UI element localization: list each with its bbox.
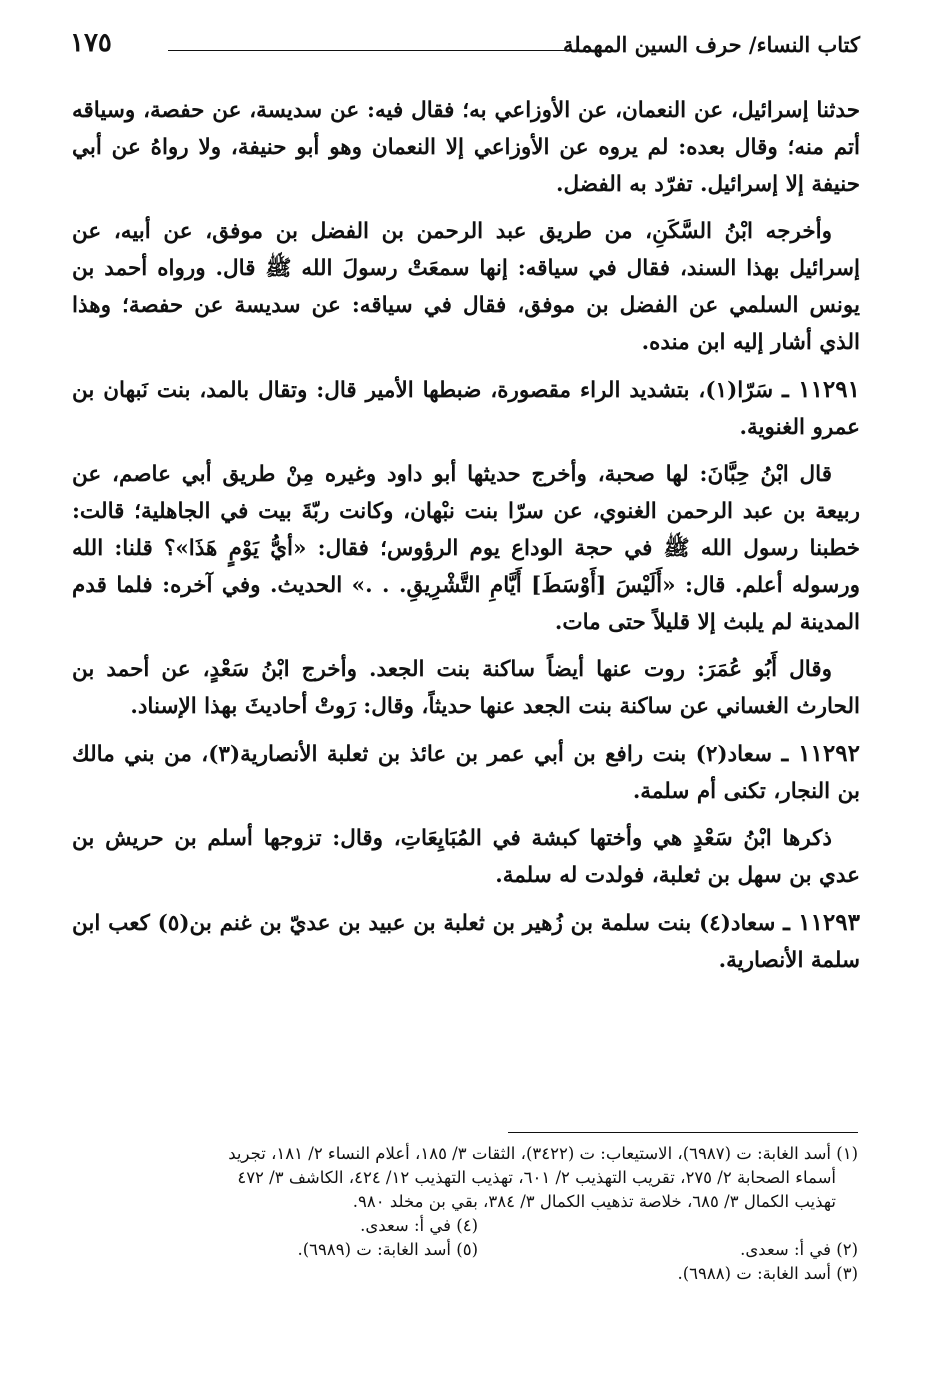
running-title: كتاب النساء/ حرف السين المهملة bbox=[562, 32, 860, 57]
header-rule bbox=[168, 50, 590, 51]
footnote-rule bbox=[508, 1132, 858, 1133]
footnote-4: (٤) في أ: سعدى. bbox=[360, 1216, 478, 1235]
footnote-column bbox=[238, 1214, 478, 1286]
footnote-column bbox=[618, 1214, 858, 1286]
paragraph-4: قال ابْنُ حِبَّانَ: لها صحبة، وأخرج حديثها أبو داود وغيره مِنْ طريق أبي عاصم، عن ربيعة بن عبد الرحمن الغنوي، عن سرّا بنت نبْهان، وكانت ربّةَ بيت في الجاهلية؛ قالت: خطبنا رسول الله ﷺ في حجة الوداع يوم الرؤوس؛ فقال: «أيُّ يَوْمٍ هَذَا»؟ قلنا: الله ورسوله أعلم. قال: «أَلَيْسَ [أَوْسَطَ] أَيَّامِ التَّشْرِيقِ. . .» الحديث. وفي آخره: فلما قدم المدينة لم يلبث إلا قليلاً حتى مات. bbox=[72, 462, 860, 635]
footnote-5: (٥) أسد الغابة: ت (٦٩٨٩). bbox=[297, 1240, 478, 1259]
page-number: ١٧٥ bbox=[70, 28, 112, 58]
footnote-1-cont: تهذيب الكمال ٣/ ٦٨٥، خلاصة تذهيب الكمال ٣/ ٣٨٤، بقي بن مخلد ٩٨٠. bbox=[352, 1192, 836, 1211]
footnote-row bbox=[68, 1214, 858, 1286]
paragraph-5: وقال أَبُو عُمَرَ: روت عنها أيضاً ساكنة بنت الجعد. وأخرج ابْنُ سَعْدٍ، عن أحمد بن الحارث الغساني عن ساكنة بنت الجعد عنها حديثاً، وقال: رَوتْ أحاديثَ بهذا الإسناد. bbox=[72, 657, 860, 719]
paragraph-7: ذكرها ابْنُ سَعْدٍ هي وأختها كبشة في المُبَايِعَاتِ، وقال: تزوجها أسلم بن حريش بن عدي بن سهل بن ثعلبة، فولدت له سلمة. bbox=[72, 826, 860, 888]
entry-text: سعاد(٢) بنت رافع بن أبي عمر بن عائذ بن ثعلبة الأنصارية(٣)، من بني مالك بن النجار، تكنى أم سلمة. bbox=[72, 742, 860, 804]
paragraph-2: وأخرجه ابْنُ السَّكَنِ، من طريق عبد الرحمن بن الفضل بن موفق، عن أبيه، عن إسرائيل بهذا السند، فقال في سياقه: إنها سمعَتْ رسولَ الله ﷺ قال. ورواه أحمد بن يونس السلمي عن الفضل بن موفق، فقال في سياقه: عن سديسة عن حفصة؛ وهذا الذي أشار إليه ابن منده. bbox=[72, 219, 860, 355]
footnote-3: (٣) أسد الغابة: ت (٦٩٨٨). bbox=[677, 1264, 858, 1283]
footnote-1: (١) أسد الغابة: ت (٦٩٨٧)، الاستيعاب: ت (٣٤٢٢)، الثقات ٣/ ١٨٥، أعلام النساء ٢/ ١٨١، تجريد bbox=[228, 1144, 858, 1163]
entry-11291 bbox=[72, 371, 860, 446]
paragraph-1: حدثنا إسرائيل، عن النعمان، عن الأوزاعي به؛ فقال فيه: عن سديسة، عن حفصة، وسياقه أتم منه؛ وقال بعده: لم يروه عن الأوزاعي إلا النعمان وهو أبو حنيفة، ولا رواهُ عن أبي حنيفة إلا إسرائيل. تفرّد به الفضل. bbox=[72, 98, 860, 197]
footnote-1-cont: أسماء الصحابة ٢/ ٢٧٥، تقريب التهذيب ٢/ ٦٠١، تهذيب التهذيب ١٢/ ٤٢٤، الكاشف ٣/ ٤٧٢ bbox=[237, 1168, 836, 1187]
entry-text: سَرّا(١)، بتشديد الراء مقصورة، ضبطها الأمير قال: وتقال بالمد، بنت نَبهان بن عمرو الغنوية. bbox=[72, 378, 860, 440]
footnotes bbox=[68, 1142, 858, 1286]
main-text bbox=[72, 92, 860, 989]
entry-11292 bbox=[72, 735, 860, 810]
entry-text: سعاد(٤) بنت سلمة بن زُهير بن ثعلبة بن عبيد بن عديّ بن غنم بن(٥) كعب ابن سلمة الأنصارية. bbox=[72, 911, 860, 973]
entry-number: ١١٢٩٣ ـ bbox=[783, 909, 860, 936]
page-header bbox=[70, 28, 860, 68]
footnote-2: (٢) في أ: سعدى. bbox=[740, 1240, 858, 1259]
entry-number: ١١٢٩٢ ـ bbox=[781, 740, 860, 767]
entry-11293 bbox=[72, 904, 860, 979]
entry-number: ١١٢٩١ ـ bbox=[782, 376, 860, 403]
